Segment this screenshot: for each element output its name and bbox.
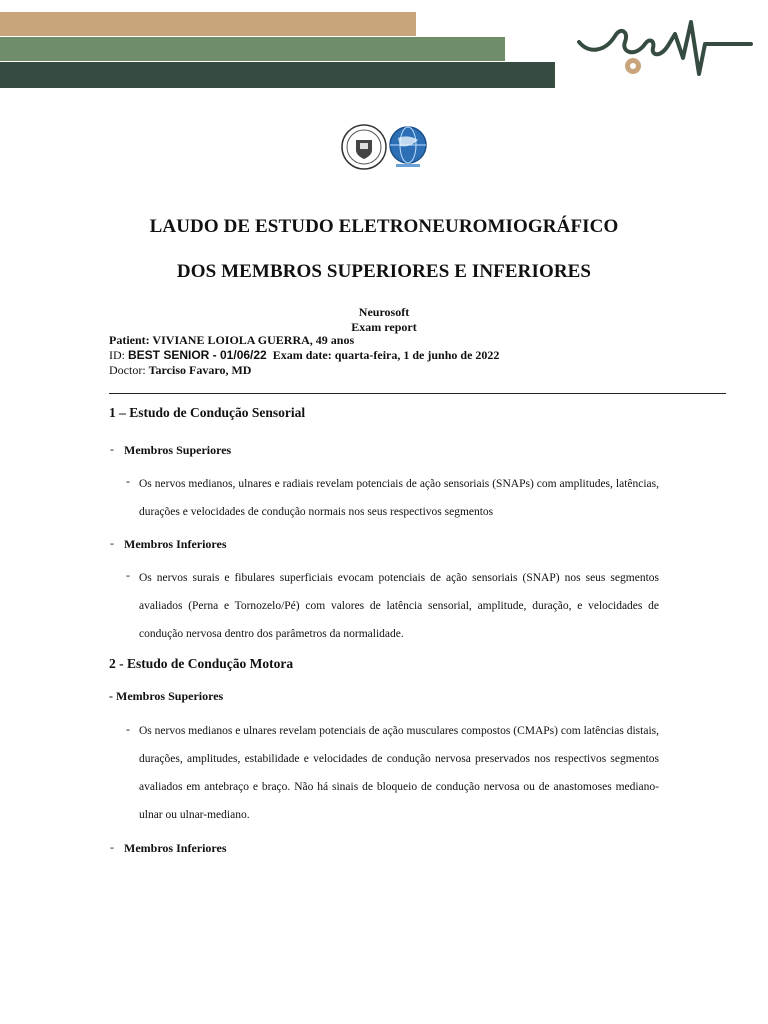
neuro-wave-logo-icon [575, 14, 755, 82]
divider [109, 393, 726, 394]
id-line [109, 348, 499, 363]
motor-upper-text: Os nervos medianos e ulnares revelam potenciais de ação musculares compostos (CMAPs) com latências distais, durações, amplitudes, estabilidade e velocidades de condução nervosa preservados nos respectivos segmentos avaliados em antebraço e braço. Não há sinais de bloqueio de condução nervosa ou de anastomoses mediano-ulnar ou ulnar-mediano. [139, 725, 659, 821]
doctor-label: Doctor: [109, 363, 146, 377]
id-value: BEST SENIOR - 01/06/22 [128, 348, 267, 362]
patient-line: Patient: VIVIANE LOIOLA GUERRA, 49 anos [109, 333, 355, 347]
sensory-upper-text: Os nervos medianos, ulnares e radiais revelam potenciais de ação sensoriais (SNAPs) com amplitudes, latências, durações e velocidades de condução normais nos seus respectivos segmentos [139, 478, 659, 518]
motor-upper-label: - Membros Superiores [109, 689, 224, 703]
bullet-dash: - [110, 840, 114, 854]
bullet-dash: - [126, 722, 130, 736]
doctor-line [109, 363, 251, 378]
university-seal-icon [342, 125, 386, 169]
sensory-upper-label: Membros Superiores [124, 443, 232, 457]
globe-seal-icon [390, 127, 426, 167]
software-name: Neurosoft [358, 305, 410, 319]
report-subtitle: DOS MEMBROS SUPERIORES E INFERIORES [176, 261, 592, 282]
report-type: Exam report [351, 320, 417, 334]
bullet-dash: - [126, 474, 130, 488]
id-label: ID: [109, 348, 125, 362]
doctor-name: Tarciso Favaro, MD [148, 363, 252, 377]
motor-lower-label: Membros Inferiores [124, 841, 227, 855]
bullet-dash: - [110, 442, 114, 456]
report-title: LAUDO DE ESTUDO ELETRONEUROMIOGRÁFICO [149, 216, 619, 237]
section-sensory-heading: 1 – Estudo de Condução Sensorial [109, 405, 306, 420]
section-motor-heading: 2 - Estudo de Condução Motora [109, 656, 294, 671]
exam-date: Exam date: quarta-feira, 1 de junho de 2022 [272, 348, 500, 362]
header-band-dark [0, 62, 555, 88]
header-band-green [0, 37, 505, 61]
bullet-dash: - [126, 568, 130, 582]
header-band-tan [0, 12, 416, 36]
bullet-dash: - [110, 536, 114, 550]
institution-seals [340, 122, 430, 172]
sensory-lower-label: Membros Inferiores [124, 537, 227, 551]
sensory-lower-text: Os nervos surais e fibulares superficiais evocam potenciais de ação sensoriais (SNAP) nos seus segmentos avaliados (Perna e Tornozelo/Pé) com valores de latência sensorial, amplitude, duração, e velocidades de condução nervosa dentro dos parâmetros da normalidade. [139, 572, 659, 640]
